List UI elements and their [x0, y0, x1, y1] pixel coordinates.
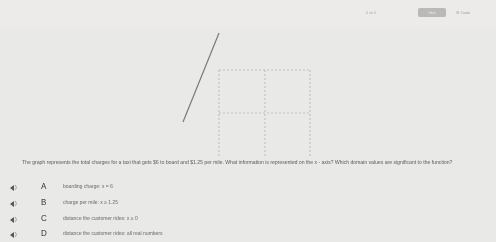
tools-menu[interactable]: [456, 10, 470, 15]
hint-button[interactable]: Hint: [418, 8, 446, 17]
speaker-icon[interactable]: ): [8, 230, 20, 240]
choice-c[interactable]: [8, 214, 308, 226]
choice-text: charge per mile: x ≥ 1.25: [63, 200, 118, 206]
top-bar: [0, 0, 496, 28]
progress-indicator: 2 of 2: [366, 10, 377, 15]
choice-text: distance the customer rides: all real numbers: [63, 231, 163, 237]
choice-text: boarding charge: x = 6: [63, 184, 113, 190]
graph-line: [183, 33, 219, 122]
question-text: The graph represents the total charges for a taxi that gets $6 to board and $1.25 per mile. What information is represented on the x - axis? Which domain values are significant to the function?: [22, 160, 453, 166]
choice-d[interactable]: [8, 229, 308, 241]
speaker-icon[interactable]: ): [8, 215, 20, 225]
choice-a[interactable]: [8, 182, 308, 194]
tools-label: Tools: [460, 10, 470, 15]
choice-letter: A: [41, 182, 47, 191]
tools-icon: ⚙: [456, 10, 460, 15]
choice-b[interactable]: [8, 198, 308, 210]
choice-letter: B: [41, 198, 47, 207]
choice-letter: D: [41, 229, 47, 238]
speaker-icon[interactable]: ): [8, 199, 20, 209]
choice-letter: C: [41, 214, 47, 223]
choice-text: distance the customer rides: x ≥ 0: [63, 216, 138, 222]
speaker-icon[interactable]: ): [8, 183, 20, 193]
